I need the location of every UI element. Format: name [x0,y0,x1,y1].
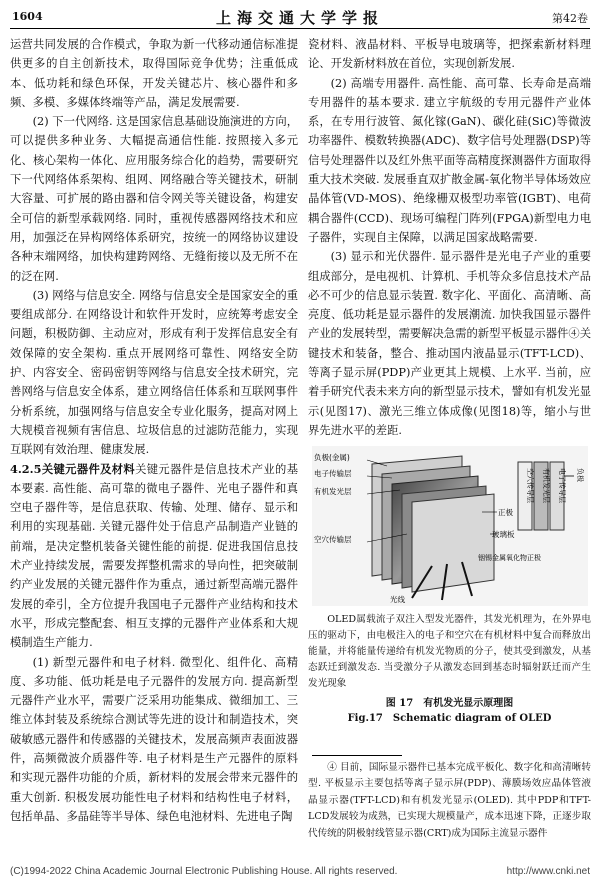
label-anode: 正极 [498,508,513,517]
label-electron-transport: 电子传输层 [314,469,352,478]
label-organic-emitter: 有机发光层 [314,487,352,496]
oled-diagram [312,446,588,606]
left-column [10,35,298,826]
label-glass: 玻璃板 [492,530,515,539]
figure-caption [308,612,591,724]
volume-label: 第42卷 [552,12,588,25]
label-light: 光线 [390,595,405,604]
label-r-neg: 负极 [576,468,584,482]
label-hole-transport: 空穴传输层 [314,535,352,544]
footnote: ④ 目前，国际显示器件已基本完成平板化、数字化和高清晰转型. 平板显示主要包括等离子显示屏(PDP)、薄膜场效应晶体管液晶显示器(TFT-LCD)和有机发光显示(OLED). 其中PDP和TFT-LCD发展较为成熟，已实现大规模量产，成本迅速下降，正逐步取代传统的阴极射线管显示器(CRT)成为国际主流显示器件 [308,762,591,839]
oled-figure [312,446,588,606]
label-r-elec: 电子传导层 [558,468,566,503]
label-ito: 铟锡金属氧化物正极 [478,554,541,562]
label-cathode: 负极(金属) [314,453,350,462]
left-paragraph-security: (3) 网络与信息安全. 网络与信息安全是国家安全的重要组成部分. 在网络设计和软件开发时，应统筹考虑安全问题，积极防御、主动应对，形成有利于发挥信息安全有效保障的安全架构. 重点开展网络可靠性、网络安全防护、内容安全、密码密钥等网络与信息安全技术研究，完善网络与信息安全体系，建立网络信任体系和互联网事件分析系统，加强网络与信息安全专业化服务，提高对网上大规模音视频有害信息、垃圾信息的过滤防范能力，实现互联网有效治理、健康发展. [10,288,298,457]
website-url: http://www.cnki.net [506,866,590,877]
left-paragraph-network: (2) 下一代网络. 这是国家信息基础设施演进的方向，可以提供多种业务、大幅提高通信性能. 按照接入多元化、核心架构一体化、应用服务综合化的趋势，需要研究下一代网络体系架构、组网、网络融合等关键技术，研制大容量、可扩展的路由器和信令网关等关键设备，构建安全可信的新型承载网络. 同时，重视传感器网络技术和应用，加强泛在异构网络体系研究，按统一的网络协议建设各种末端网络，加快构建跨网络、无缝衔接以及无所不在的泛在网. [10,115,298,283]
footnote-rule [312,755,402,756]
figure-title-en: Fig.17 Schematic diagram of OLED [347,713,552,724]
label-r-hole: 空穴传导层 [526,468,534,503]
figure-title-cn: 图 17 有机发光显示原理图 [385,698,514,709]
section-title: 关键元器件及材料 [41,461,136,476]
journal-title: 上海交通大学学报 [215,9,384,27]
section-number: 4.2.5 [10,461,42,476]
section-text: 关键元器件是信息技术产业的基本要素. 高性能、高可靠的微电子器件、光电子器件和真空电子器件等，是信息获取、传输、处理、储存、显示和利用的实现基础. 关键元器件处于信息产品制造产业链的前端，是决定整机装备关键性能的前提. 促进我国信息技术产业持续发展，需要发挥整机需求的导向性，把突破制约产业发展的关键元器件作为重点，通过新型高端元器件发展的牵引，全方位提升我国电子元器件产业结构和技术水平，形成完整配套、相互支撑的元器件产业体系和大规模制造生产能力. [10,462,298,650]
page-number: 1604 [12,10,43,23]
right-paragraph-display: (3) 显示和光伏器件. 显示器件是光电子产业的重要组成部分，是电视机、计算机、手机等众多信息技术产品必不可少的信息显示装置. 数字化、平面化、高清晰、高亮度、低功耗是显示器件的发展潮流. 加快我国显示器件产业的发展转型，需要解决急需的新型平板显示器件④关键技术和装备，整合、推动国内液晶显示(TFT-LCD)、等离子显示屏(PDP)产业更其上规模、上水平. 当前，应着手研究代表未来方向的新型显示技术，譬如有机发光显示(见图17)、激光三维立体成像(见图18)等，缩小与世界先进水平的差距. [308,250,591,437]
figure-note: OLED属载流子双注入型发光器件，其发光机理为，在外界电压的驱动下，由电极注入的电子和空穴在有机材料中复合而释放出能量，并将能量传递给有机发光物质的分子，使其受到激发，从基态跃迁到激发态. 当受激分子从激发态回到基态时辐射跃迁而产生发光现象 [308,614,591,689]
running-header [10,6,590,29]
left-paragraph-components: (1) 新型元器件和电子材料. 微型化、组件化、高精度、多功能、低功耗是电子元器件的发展方向. 提高新型元器件产业水平，需要广泛采用功能集成、微细加工、三维立体封装及系统综合测试等先进的设计和制造技术，突破敏感元器件和传感器的关键技术，发展高频声表面波器件，高频微波介质器件等. 电子材料是生产元器件的原料和实现元器件功能的介质，新材料的发展会带来元器件的重大创新. 积极发展功能性电子材料和结构性电子材料，包括单晶、多晶硅等半导体、绿色电池材料、先进电子陶 [10,655,298,823]
right-paragraph-1: 瓷材料、液晶材料、平板导电玻璃等，把探索新材料理论、开发新材料放在首位，实现创新发展. [308,38,591,71]
section-4-2-5 [10,460,298,653]
left-paragraph-1: 运营共同发展的合作模式，争取为新一代移动通信标准提供更多的自主创新技术，取得国际竞争优势；注重低成本、低功耗和绿色环保，开发关键芯片、核心器件和多频、多模、多媒体终端等产品，满足发展需要. [10,38,298,109]
copyright-notice: (C)1994-2022 China Academic Journal Electronic Publishing House. All rights reserved. [10,866,398,877]
right-paragraph-devices: (2) 高端专用器件. 高性能、高可靠、长寿命是高端专用器件的基本要求. 建立宇航级的专用元器件产业体系，在专用行波管、氮化镓(GaN)、碳化硅(SiC)等微波功率器件、模数转换器(ADC)、数字信号处理器(DSP)等信号处理器件以及红外焦平面等高精度探测器件方面取得重大技术突破. 发展垂直双扩散金属-氧化物半导体场效应晶体管(VD-MOS)、绝缘栅双极型功率管(IGBT)、电荷耦合器件(CCD)、现场可编程门阵列(FPGA)新型电力电子器件，实现自主保障，以满足国家战略需要. [308,76,591,244]
label-r-emit: 有机发光层 [542,468,550,503]
right-column [308,35,591,440]
